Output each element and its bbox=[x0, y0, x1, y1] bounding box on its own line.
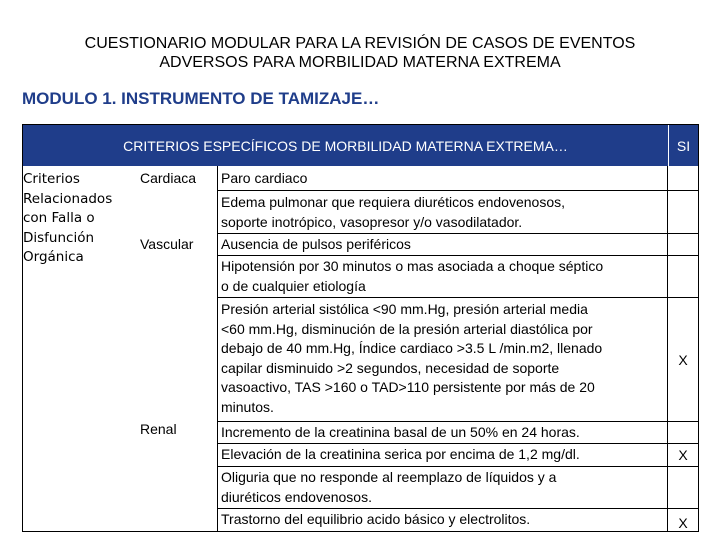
criterion-row bbox=[218, 166, 667, 191]
description-column bbox=[217, 166, 668, 531]
criterion-text: Elevación de la creatinina serica por encima de 1,2 mg/dl. bbox=[221, 446, 580, 462]
title-line-2: ADVERSOS PARA MORBILIDAD MATERNA EXTREMA bbox=[159, 54, 561, 71]
criterion-text: Oliguria que no responde al reemplazo de líquidos y a bbox=[221, 469, 557, 485]
criterion-row bbox=[218, 191, 667, 234]
criterion-row bbox=[218, 422, 667, 444]
criteria-line: Orgánica bbox=[23, 249, 84, 265]
si-cell[interactable]: X bbox=[668, 298, 698, 422]
criterion-row bbox=[218, 298, 667, 422]
si-cell[interactable] bbox=[668, 234, 698, 256]
si-cell[interactable]: X bbox=[668, 444, 698, 467]
criteria-line: con Falla o bbox=[23, 210, 95, 226]
criterion-text: minutos. bbox=[221, 398, 274, 415]
criterion-text: vasoactivo, TAS >160 o TAD>110 persistente por más de 20 bbox=[221, 379, 595, 395]
si-cell[interactable] bbox=[668, 422, 698, 444]
criterion-row bbox=[218, 444, 667, 467]
header-criteria: CRITERIOS ESPECÍFICOS DE MORBILIDAD MATERNA EXTREMA… bbox=[123, 137, 568, 154]
document-title bbox=[0, 34, 720, 72]
table-header bbox=[23, 125, 698, 166]
module-heading: MODULO 1. INSTRUMENTO DE TAMIZAJE… bbox=[22, 89, 380, 108]
header-si: SI bbox=[668, 125, 698, 166]
criterion-text: <60 mm.Hg, disminución de la presión arterial diastólica por bbox=[221, 320, 593, 337]
criterion-text: capilar disminuido >2 segundos, necesidad de soporte bbox=[221, 359, 560, 376]
organ-renal: Renal bbox=[140, 421, 177, 437]
criteria-line: Relacionados bbox=[23, 190, 113, 207]
criteria-line: Disfunción bbox=[23, 229, 95, 246]
criterion-text: Ausencia de pulsos periféricos bbox=[221, 236, 411, 252]
criteria-line: Criterios bbox=[23, 171, 80, 187]
criterion-text: soporte inotrópico, vasopresor y/o vasodilatador. bbox=[221, 213, 523, 230]
si-cell[interactable] bbox=[668, 191, 698, 234]
criterion-text: o de cualquier etiología bbox=[221, 277, 366, 294]
criterion-text: Trastorno del equilibrio acido básico y electrolitos. bbox=[221, 511, 531, 527]
organ-cardiaca: Cardiaca bbox=[140, 170, 197, 186]
si-cell[interactable]: X bbox=[678, 515, 688, 531]
criterion-text: Incremento de la creatinina basal de un 50% en 24 horas. bbox=[221, 424, 580, 440]
criterion-row bbox=[218, 234, 667, 256]
criterion-row bbox=[218, 509, 667, 531]
si-cell[interactable] bbox=[668, 256, 698, 298]
criteria-group-label bbox=[23, 170, 112, 268]
criterion-row bbox=[218, 467, 667, 509]
criterion-text: Edema pulmonar que requiera diuréticos endovenosos, bbox=[221, 194, 565, 210]
criterion-text: diuréticos endovenosos. bbox=[221, 488, 372, 505]
criterion-text: debajo de 40 mm.Hg, Índice cardiaco >3.5 L /min.m2, llenado bbox=[221, 340, 603, 356]
si-cell[interactable] bbox=[668, 166, 698, 191]
criterion-row bbox=[218, 256, 667, 298]
criteria-table bbox=[22, 124, 699, 532]
criterion-text: Hipotensión por 30 minutos o mas asociada a choque séptico bbox=[221, 258, 604, 274]
criterion-text: Paro cardiaco bbox=[221, 170, 308, 186]
title-line-1: CUESTIONARIO MODULAR PARA LA REVISIÓN DE CASOS DE EVENTOS bbox=[84, 35, 636, 52]
organ-vascular: Vascular bbox=[140, 236, 194, 252]
si-cell[interactable] bbox=[668, 467, 698, 509]
si-column bbox=[668, 166, 698, 531]
criterion-text: Presión arterial sistólica <90 mm.Hg, presión arterial media bbox=[221, 301, 588, 317]
